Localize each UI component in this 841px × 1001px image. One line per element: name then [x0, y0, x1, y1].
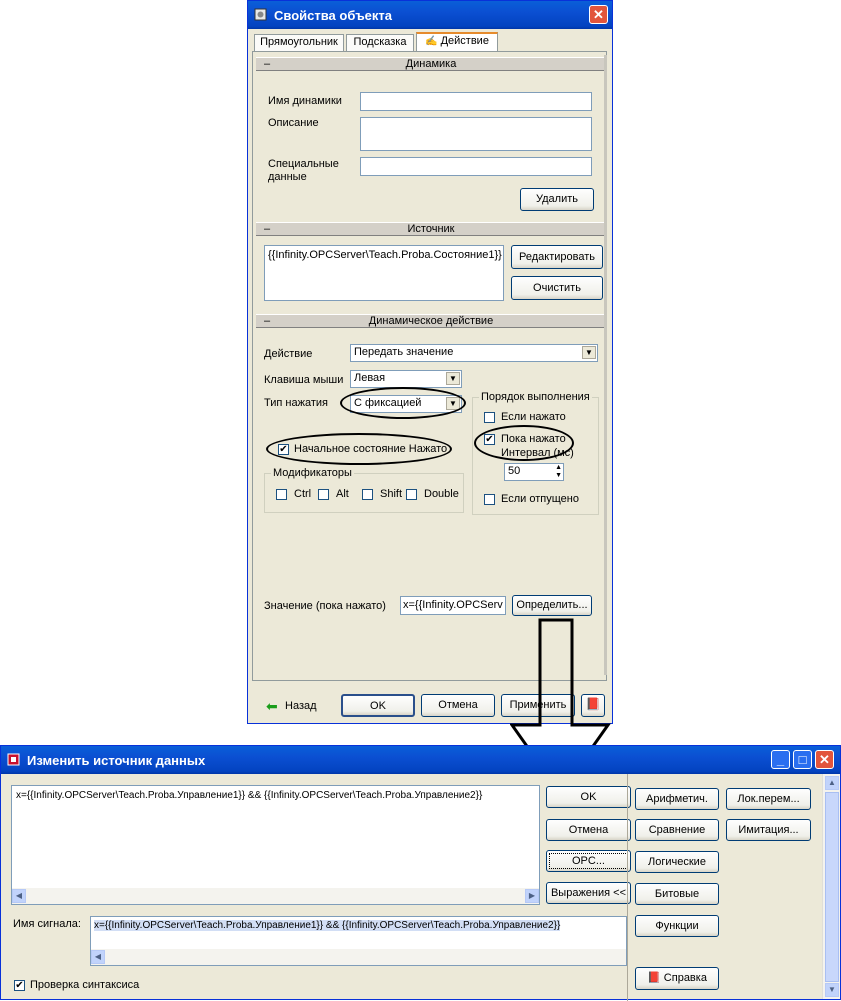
comparison-button[interactable]: Сравнение [635, 819, 719, 841]
spin-down-icon[interactable]: ▼ [555, 472, 562, 479]
ok-button[interactable]: OK [546, 786, 631, 808]
tab-action[interactable] [416, 32, 498, 52]
special-data-input[interactable] [360, 157, 592, 176]
section-header-dynamics[interactable] [256, 57, 606, 71]
while-pressed-label: Пока нажато [501, 433, 566, 445]
dropdown-arrow-icon[interactable]: ▼ [446, 397, 460, 410]
press-type-label: Тип нажатия [264, 397, 328, 409]
dropdown-arrow-icon[interactable]: ▼ [446, 372, 460, 385]
description-label: Описание [268, 117, 319, 129]
source-value: {{Infinity.OPCServer\Teach.Proba.Состояние1}} [268, 249, 502, 261]
shift-checkbox[interactable] [362, 489, 373, 500]
scroll-down-icon[interactable]: ▼ [825, 983, 839, 997]
if-released-label: Если отпущено [501, 493, 579, 505]
double-label: Double [424, 488, 459, 500]
name-label: Имя динамики [268, 95, 342, 107]
ctrl-label: Ctrl [294, 488, 312, 500]
if-pressed-label: Если нажато [501, 411, 566, 423]
tab-action-icon: ✍ [425, 36, 438, 47]
scroll-thumb[interactable] [825, 792, 839, 982]
section-header-dynamic-action[interactable] [256, 314, 606, 328]
if-released-checkbox[interactable] [484, 494, 495, 505]
edit-data-source-window [0, 745, 841, 1000]
press-type-select[interactable] [350, 395, 462, 413]
expression-editor[interactable] [11, 785, 540, 905]
ok-button[interactable]: OK [341, 694, 415, 717]
signal-hscrollbar[interactable] [91, 949, 626, 965]
double-checkbox[interactable] [406, 489, 417, 500]
expressions-toggle-button[interactable]: Выражения << [546, 882, 631, 904]
bitwise-button[interactable]: Битовые [635, 883, 719, 905]
close-button[interactable]: ✕ [589, 5, 608, 24]
collapse-icon: – [264, 223, 271, 235]
tab-label: Подсказка [353, 36, 407, 48]
local-variables-button[interactable]: Лок.перем... [726, 788, 811, 810]
mouse-button-select[interactable] [350, 370, 462, 388]
tab-rectangle[interactable] [254, 34, 344, 51]
action-select-value: Передать значение [354, 346, 454, 358]
scroll-left-icon[interactable]: ◀ [12, 889, 26, 903]
help-button[interactable] [635, 967, 719, 990]
action-select[interactable] [350, 344, 598, 362]
arithmetic-button[interactable]: Арифметич. [635, 788, 719, 810]
signal-name-text: x={{Infinity.OPCServer\Teach.Proba.Управление1}} && {{Infinity.OPCServer\Teach.Proba.Управление2}} [94, 920, 561, 931]
section-title: Источник [407, 223, 455, 235]
functions-button[interactable]: Функции [635, 915, 719, 937]
if-pressed-checkbox[interactable] [484, 412, 495, 423]
window-vscrollbar[interactable] [822, 774, 840, 999]
syntax-check-checkbox[interactable]: ✔ [15, 980, 24, 991]
back-arrow-icon[interactable]: ⬅ [266, 698, 278, 714]
help-book-icon: 📕 [647, 972, 661, 984]
edit-button[interactable]: Редактировать [511, 245, 603, 269]
dropdown-arrow-icon[interactable]: ▼ [582, 346, 596, 359]
section-title: Динамическое действие [368, 315, 494, 327]
tab-label: Действие [440, 35, 489, 47]
define-button[interactable]: Определить... [512, 595, 592, 616]
section-header-source[interactable] [256, 222, 606, 236]
mouse-button-label: Клавиша мыши [264, 374, 344, 386]
maximize-button[interactable]: □ [793, 750, 812, 769]
value-label: Значение (пока нажато) [264, 600, 386, 612]
help-book-icon: 📕 [585, 697, 601, 711]
source-textbox[interactable] [264, 245, 504, 301]
imitation-button[interactable]: Имитация... [726, 819, 811, 841]
apply-button[interactable]: Применить [501, 694, 575, 717]
initial-state-checkbox[interactable]: ✔ [279, 444, 288, 455]
opc-button[interactable]: OPC... [546, 850, 631, 872]
description-input[interactable] [360, 117, 592, 151]
action-label: Действие [264, 348, 313, 360]
delete-button[interactable]: Удалить [520, 188, 594, 211]
collapse-icon: – [264, 58, 271, 70]
tab-label: Прямоугольник [260, 36, 338, 48]
cancel-button[interactable]: Отмена [421, 694, 495, 717]
interval-label: Интервал (мс) [501, 447, 574, 459]
title-bar[interactable] [1, 746, 840, 774]
title-bar[interactable] [248, 1, 612, 29]
alt-label: Alt [336, 488, 349, 500]
scroll-right-icon[interactable]: ▶ [525, 889, 539, 903]
minimize-button[interactable]: _ [771, 750, 790, 769]
back-label[interactable]: Назад [285, 700, 317, 712]
ctrl-checkbox[interactable] [276, 489, 287, 500]
section-title: Динамика [405, 58, 457, 70]
special-data-label-1: Специальные [268, 158, 339, 170]
while-pressed-checkbox[interactable]: ✔ [485, 434, 494, 445]
interval-value: 50 [508, 465, 521, 477]
tab-tooltip[interactable] [346, 34, 414, 51]
window-gear-icon [254, 8, 267, 21]
window-title: Свойства объекта [274, 8, 393, 23]
close-button[interactable]: ✕ [815, 750, 834, 769]
shift-label: Shift [380, 488, 403, 500]
scroll-left-icon[interactable]: ◀ [91, 950, 105, 964]
interval-spinner[interactable] [504, 463, 564, 481]
modifiers-title: Модификаторы [273, 467, 352, 479]
dynamics-name-input[interactable] [360, 92, 592, 111]
expression-text: x={{Infinity.OPCServer\Teach.Proba.Управление1}} && {{Infinity.OPCServer\Teach.Proba.Управление2}} [16, 790, 483, 801]
mouse-button-value: Левая [354, 372, 386, 384]
panel-scrollbar[interactable] [604, 55, 607, 675]
scroll-up-icon[interactable]: ▲ [825, 776, 839, 790]
initial-state-label: Начальное состояние Нажато [294, 443, 448, 455]
cancel-button[interactable]: Отмена [546, 819, 631, 841]
logical-button[interactable]: Логические [635, 851, 719, 873]
window-app-icon [7, 753, 20, 766]
special-data-label-2: данные [268, 171, 307, 183]
value-input[interactable] [400, 596, 506, 615]
expression-hscrollbar[interactable] [12, 888, 539, 904]
execution-order-title: Порядок выполнения [481, 391, 590, 403]
value-text: x={{Infinity.OPCServ [403, 599, 503, 611]
syntax-check-label: Проверка синтаксиса [30, 979, 140, 991]
help-label: Справка [663, 972, 707, 984]
signal-name-label: Имя сигнала: [13, 918, 81, 930]
clear-button[interactable]: Очистить [511, 276, 603, 300]
press-type-value: С фиксацией [354, 397, 422, 409]
alt-checkbox[interactable] [318, 489, 329, 500]
spin-up-icon[interactable]: ▲ [555, 464, 562, 471]
window-title: Изменить источник данных [27, 753, 206, 768]
collapse-icon: – [264, 315, 271, 327]
